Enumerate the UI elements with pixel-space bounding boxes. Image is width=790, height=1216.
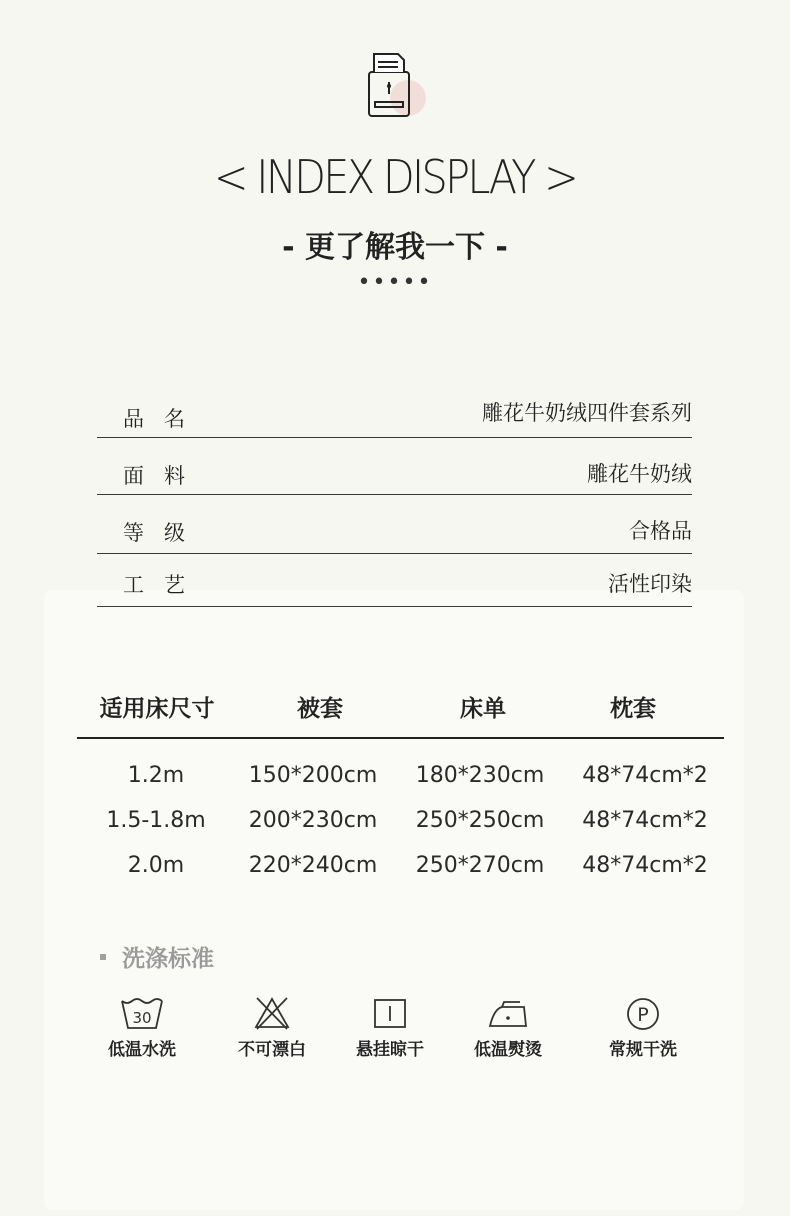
spec-row-fabric [97,438,692,495]
care-label: 低温熨烫 [474,1040,542,1060]
size-cell: 250*270cm [415,853,545,878]
care-label: 不可漂白 [238,1040,306,1060]
hang-dry-icon [370,995,410,1031]
care-item-wash [82,995,202,1060]
size-table-row [0,808,790,838]
care-item-hang-dry [330,995,450,1060]
size-cell: 1.2m [127,763,185,788]
care-label: 常规干洗 [609,1040,677,1060]
care-item-iron [448,995,568,1060]
document-box-icon [360,50,432,122]
spec-row-grade [97,495,692,554]
wash-section-title [100,940,214,973]
spec-row-name [97,395,692,438]
spec-label: 品名 [123,407,205,431]
wash-temp-text: 30 [132,1009,152,1027]
spec-value: 雕花牛奶绒 [587,462,692,486]
care-label: 悬挂晾干 [356,1040,424,1060]
spec-label: 工艺 [123,573,205,597]
size-cell: 2.0m [127,853,185,878]
size-table-row [0,763,790,793]
size-table-header [77,690,724,739]
spec-value: 活性印染 [608,572,692,596]
bullet-icon [100,954,106,960]
background-panel [44,590,744,1210]
no-bleach-icon [252,995,292,1031]
size-cell: 150*200cm [248,763,378,788]
wash-30-icon [119,995,165,1031]
dry-clean-icon [623,995,663,1031]
care-label: 低温水洗 [108,1040,176,1060]
spec-label: 面料 [123,464,205,488]
low-iron-icon [486,995,530,1031]
decorative-dots: ••••• [357,270,433,295]
size-cell: 220*240cm [248,853,378,878]
wash-title-text: 洗涤标准 [122,946,214,972]
spec-row-craft [97,554,692,607]
size-cell: 180*230cm [415,763,545,788]
size-cell: 200*230cm [248,808,378,833]
size-header-cell: 被套 [297,696,343,722]
page-subtitle: - 更了解我一下 - [282,230,508,265]
page-title: < INDEX DISPLAY > [213,150,577,204]
spec-value: 合格品 [629,519,692,543]
size-cell: 1.5-1.8m [106,808,206,833]
spec-value: 雕花牛奶绒四件套系列 [482,401,692,425]
spec-label: 等级 [123,521,205,545]
size-table-row [0,853,790,883]
size-header-cell: 适用床尺寸 [99,696,215,722]
care-item-dry-clean [583,995,703,1060]
size-cell: 48*74cm*2 [582,763,708,788]
size-header-cell: 枕套 [610,696,656,722]
size-header-cell: 床单 [460,696,506,722]
size-cell: 250*250cm [415,808,545,833]
care-item-no-bleach [212,995,332,1060]
size-cell: 48*74cm*2 [582,853,708,878]
dry-clean-letter: P [637,1004,649,1026]
size-cell: 48*74cm*2 [582,808,708,833]
